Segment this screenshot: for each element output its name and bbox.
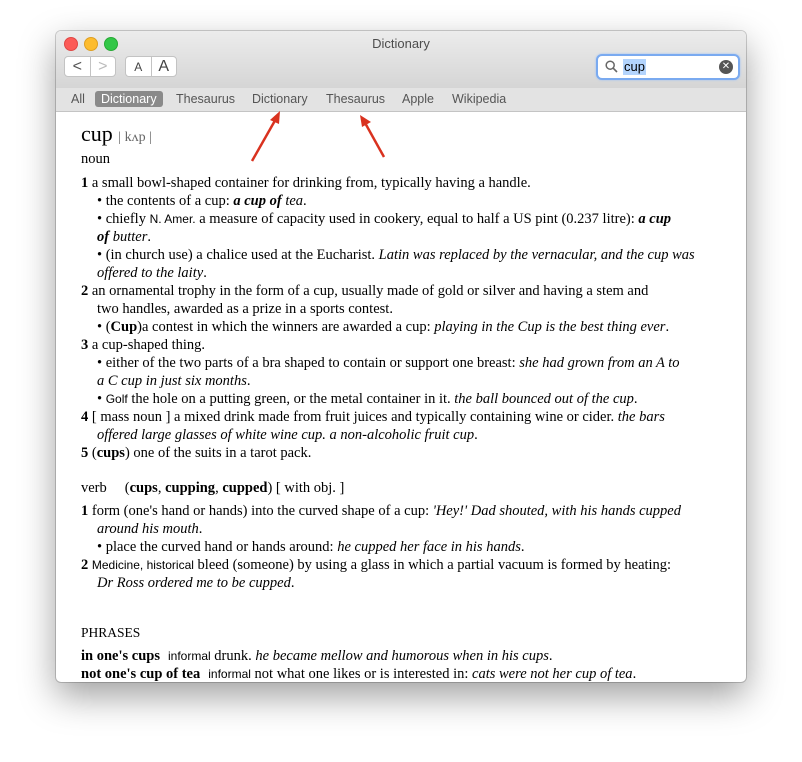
verb-line: verb (cups, cupping, cupped) [ with obj. ]	[81, 480, 345, 496]
verb-sense-1-cont: around his mouth.	[97, 521, 203, 537]
titlebar	[56, 31, 746, 89]
headword-line	[81, 121, 152, 147]
sense-2a: • (Cup)a contest in which the winners are awarded a cup: playing in the Cup is the best thing ever.	[97, 319, 670, 335]
sense-2: 2 an ornamental trophy in the form of a cup, usually made of gold or silver and having a stem and	[81, 283, 649, 299]
sense-1c-cont: offered to the laity.	[97, 265, 207, 281]
sense-4-cont: offered large glasses of white wine cup. a non-alcoholic fruit cup.	[97, 427, 478, 443]
window-title: Dictionary	[372, 36, 430, 51]
tab-wikipedia[interactable]: Wikipedia	[452, 92, 507, 106]
back-button[interactable]: <	[72, 57, 82, 75]
sense-3: 3 a cup-shaped thing.	[81, 337, 206, 353]
sense-1c: • (in church use) a chalice used at the Eucharist. Latin was replaced by the vernacular, and the cup was	[97, 247, 695, 263]
pos-noun: noun	[81, 151, 110, 167]
sense-3b: • Golf the hole on a putting green, or the metal container in it. the ball bounced out of the cup.	[97, 391, 638, 407]
sense-5: 5 (cups) one of the suits in a tarot pack.	[81, 445, 312, 461]
tab-thesaurus[interactable]: Thesaurus	[176, 92, 236, 106]
verb-sense-1a: • place the curved hand or hands around: he cupped her face in his hands.	[97, 539, 525, 555]
font-size-controls	[125, 56, 177, 77]
sense-3a: • either of the two parts of a bra shaped to contain or support one breast: she had grown from an A to	[97, 355, 680, 371]
red-arrow-annotation-1	[245, 108, 285, 168]
forward-button[interactable]: >	[90, 57, 116, 76]
history-nav	[64, 56, 116, 77]
tab-dictionary-active[interactable]: Dictionary	[95, 91, 163, 107]
sense-1: 1 a small bowl-shaped container for drinking from, typically having a handle.	[81, 175, 531, 191]
search-field[interactable]	[596, 54, 740, 80]
sense-2-cont: two handles, awarded as a prize in a sports contest.	[97, 301, 393, 317]
clear-search-icon[interactable]: ✕	[719, 60, 733, 74]
phrase-2: not one's cup of tea informal not what one likes or is interested in: cats were not her cup of tea.	[81, 666, 637, 682]
pronunciation: | kʌp |	[118, 130, 152, 145]
sense-1b: • chiefly N. Amer. a measure of capacity used in cookery, equal to half a US pint (0.237 litre): a cup	[97, 211, 672, 227]
phrases-heading: PHRASES	[81, 625, 141, 640]
headword: cup	[81, 121, 113, 146]
search-input-value[interactable]: cup	[624, 59, 645, 74]
search-icon	[605, 60, 618, 73]
verb-sense-2-cont: Dr Ross ordered me to be cupped.	[97, 575, 295, 591]
phrase-1: in one's cups informal drunk. he became mellow and humorous when in his cups.	[81, 648, 553, 664]
definition-content	[56, 112, 746, 682]
tab-all[interactable]: All	[71, 92, 85, 106]
sense-3a-cont: a C cup in just six months.	[97, 373, 251, 389]
verb-sense-1: 1 form (one's hand or hands) into the curved shape of a cup: 'Hey!' Dad shouted, with his hands cupped	[81, 503, 681, 519]
dictionary-window	[56, 31, 746, 682]
sense-4: 4 [ mass noun ] a mixed drink made from fruit juices and typically containing wine or cider. the bars	[81, 409, 665, 425]
source-tabs	[56, 88, 746, 112]
increase-font-button[interactable]: A	[151, 57, 177, 76]
decrease-font-button[interactable]: A	[134, 59, 143, 74]
verb-sense-2: 2 Medicine, historical bleed (someone) by using a glass in which a partial vacuum is formed by heating:	[81, 557, 672, 573]
sense-1b-cont: of butter.	[97, 229, 151, 245]
tab-apple[interactable]: Apple	[402, 92, 434, 106]
red-arrow-annotation-2	[355, 112, 395, 164]
tab-dictionary[interactable]: Dictionary	[252, 92, 308, 106]
tab-thesaurus-2[interactable]: Thesaurus	[326, 92, 386, 106]
pos-verb: verb	[81, 480, 107, 496]
sense-1a: • the contents of a cup: a cup of tea.	[97, 193, 307, 209]
